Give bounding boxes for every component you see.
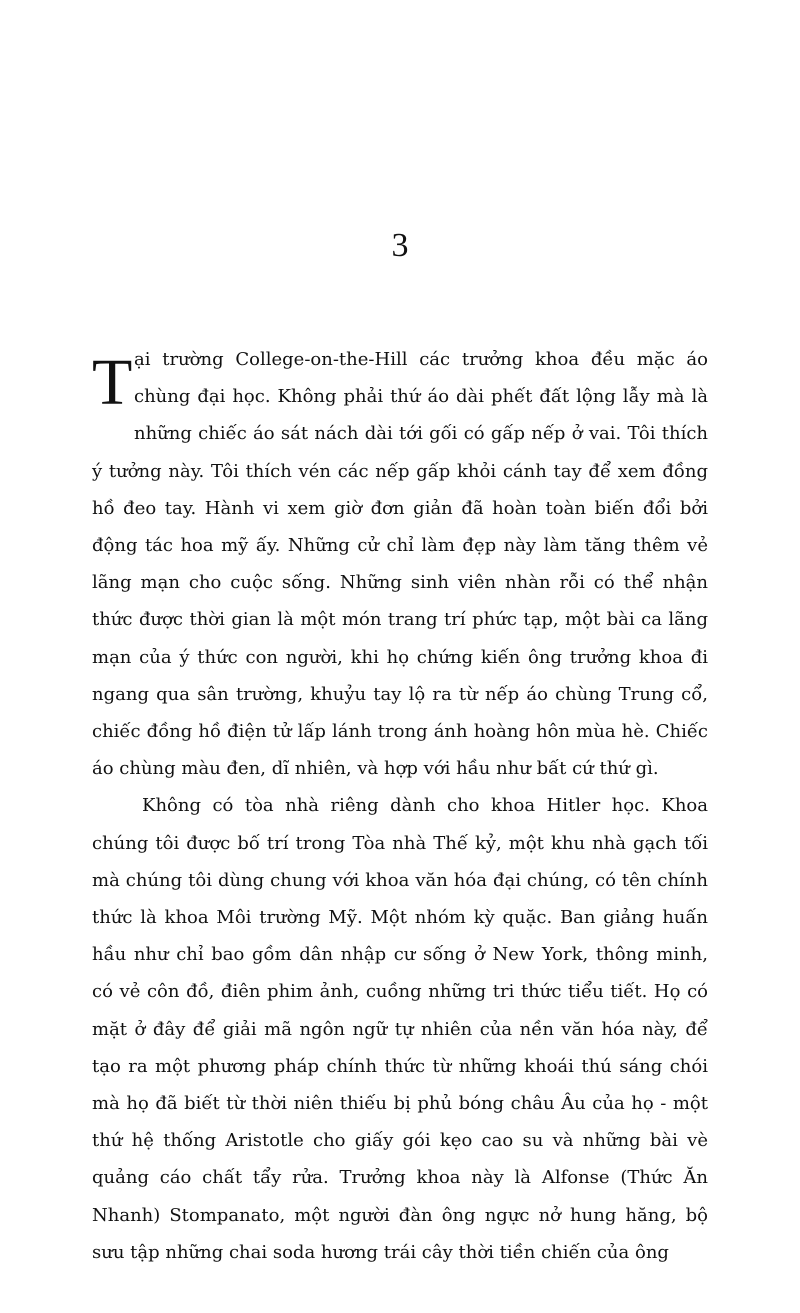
chapter-body bbox=[92, 341, 708, 1271]
drop-cap: T bbox=[92, 346, 133, 419]
paragraph-2: Không có tòa nhà riêng dành cho khoa Hitler học. Khoa chúng tôi được bố trí trong Tòa nhà Thế kỷ, một khu nhà gạch tối mà chúng tôi dùng chung với khoa văn hóa đại chúng, có tên chính thức là khoa Môi trường Mỹ. Một nhóm kỳ quặc. Ban giảng huấn hầu như chỉ bao gồm dân nhập cư sống ở New York, thông minh, có vẻ côn đồ, điên phim ảnh, cuồng những tri thức tiểu tiết. Họ có mặt ở đây để giải mã ngôn ngữ tự nhiên của nền văn hóa này, để tạo ra một phương pháp chính thức từ những khoái thú sáng chói mà họ đã biết từ thời niên thiếu bị phủ bóng châu Âu của họ - một thứ hệ thống Aristotle cho giấy gói kẹo cao su và những bài vè quảng cáo chất tẩy rửa. Trưởng khoa này là Alfonse (Thức Ăn Nhanh) Stompanato, một người đàn ông ngực nở hung hăng, bộ sưu tập những chai soda hương trái cây thời tiền chiến của ông bbox=[92, 795, 708, 1263]
chapter-number: 3 bbox=[391, 227, 409, 264]
paragraph-1-text: ại trường College-on-the-Hill các trưởng khoa đều mặc áo chùng đại học. Không phải thứ áo dài phết đất lộng lẫy mà là những chiếc áo sát nách dài tới gối có gấp nếp ở vai. Tôi thích ý tưởng này. Tôi thích vén các nếp gấp khỏi cánh tay để xem đồng hồ đeo tay. Hành vi xem giờ đơn giản đã hoàn toàn biến đổi bởi động tác hoa mỹ ấy. Những cử chỉ làm đẹp này làm tăng thêm vẻ lãng mạn cho cuộc sống. Những sinh viên nhàn rỗi có thể nhận thức được thời gian là một món trang trí phức tạp, một bài ca lãng mạn của ý thức con người, khi họ chứng kiến ông trưởng khoa đi ngang qua sân trường, khuỷu tay lộ ra từ nếp áo chùng Trung cổ, chiếc đồng hồ điện tử lấp lánh trong ánh hoàng hôn mùa hè. Chiếc áo chùng màu đen, dĩ nhiên, và hợp với hầu như bất cứ thứ gì. bbox=[92, 349, 708, 780]
paragraph-1 bbox=[92, 341, 708, 787]
